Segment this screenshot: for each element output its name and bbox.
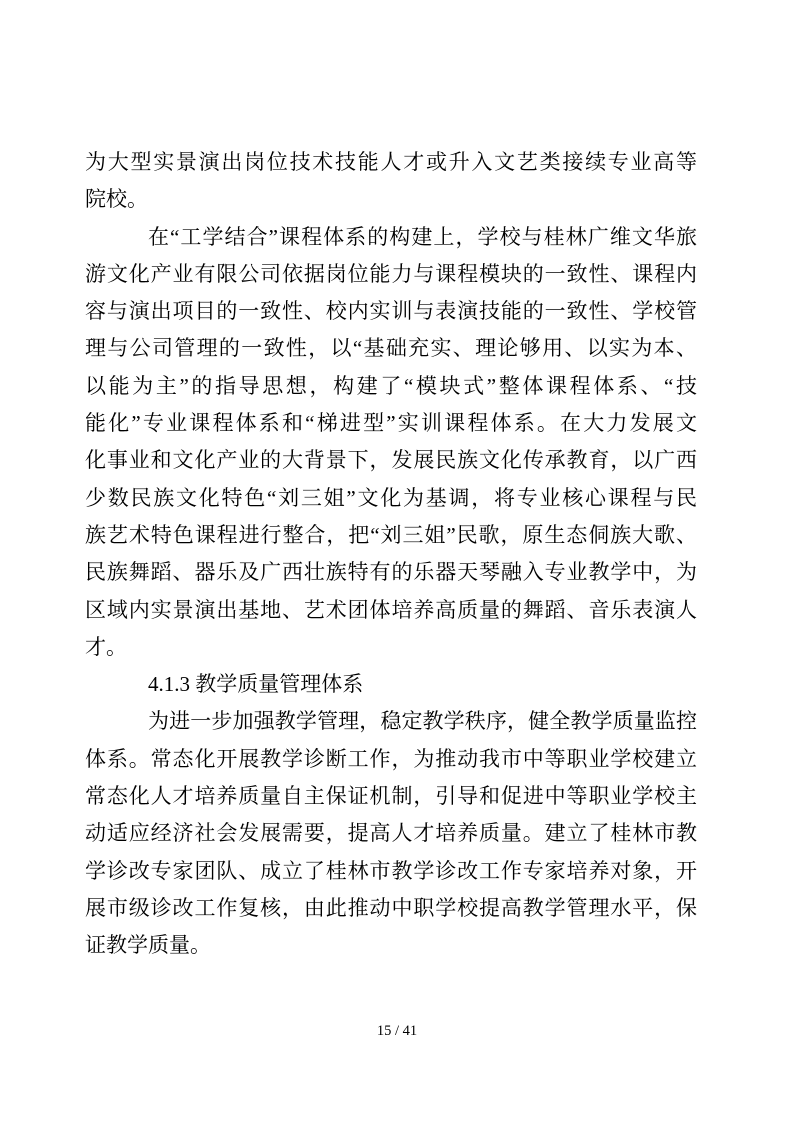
text-line: 少数民族文化特色“刘三姐”文化为基调，将专业核心课程与民: [85, 485, 697, 510]
paragraph-curriculum-system: [85, 219, 697, 667]
paragraph-quality-management: [85, 703, 697, 964]
text-line: 游文化产业有限公司依据岗位能力与课程模块的一致性、课程内: [85, 261, 697, 286]
text-line: 常态化人才培养质量自主保证机制，引导和促进中等职业学校主: [85, 784, 697, 809]
text-line: 体系。常态化开展教学诊断工作，为推动我市中等职业学校建立: [85, 746, 697, 771]
text-line: 证教学质量。: [85, 933, 211, 958]
text-line: 族艺术特色课程进行整合，把“刘三姐”民歌，原生态侗族大歌、: [85, 522, 697, 547]
text-line: 院校。: [85, 187, 148, 212]
text-line: 为大型实景演出岗位技术技能人才或升入文艺类接续专业高等: [85, 150, 697, 174]
text-line: 展市级诊改工作复核，由此推动中职学校提高教学管理水平，保: [85, 895, 697, 920]
text-line: 以能为主”的指导思想，构建了“模块式”整体课程体系、“技: [85, 373, 697, 398]
text-line: 才。: [85, 634, 127, 659]
section-heading-4-1-3: 4.1.3 教学质量管理体系: [148, 672, 364, 697]
paragraph-continuation: [85, 144, 697, 219]
text-line: 理与公司管理的一致性，以“基础充实、理论够用、以实为本、: [85, 336, 697, 361]
text-line: 区域内实景演出基地、艺术团体培养高质量的舞蹈、音乐表演人: [85, 597, 697, 622]
text-line: 动适应经济社会发展需要，提高人才培养质量。建立了桂林市教: [85, 821, 697, 846]
page-body: [85, 144, 697, 965]
text-line: 在“工学结合”课程体系的构建上，学校与桂林广维文华旅: [148, 224, 697, 249]
page-number: 15 / 41: [376, 1023, 418, 1039]
text-line: 学诊改专家团队、成立了桂林市教学诊改工作专家培养对象，开: [85, 858, 697, 883]
text-line: 能化”专业课程体系和“梯进型”实训课程体系。在大力发展文: [85, 411, 697, 436]
text-line: 化事业和文化产业的大背景下，发展民族文化传承教育，以广西: [85, 448, 697, 473]
text-line: 容与演出项目的一致性、校内实训与表演技能的一致性、学校管: [85, 299, 697, 324]
text-line: 为进一步加强教学管理，稳定教学秩序，健全教学质量监控: [148, 709, 697, 734]
text-line: 民族舞蹈、器乐及广西壮族特有的乐器天琴融入专业教学中，为: [85, 560, 697, 585]
page-footer: [0, 1022, 794, 1040]
